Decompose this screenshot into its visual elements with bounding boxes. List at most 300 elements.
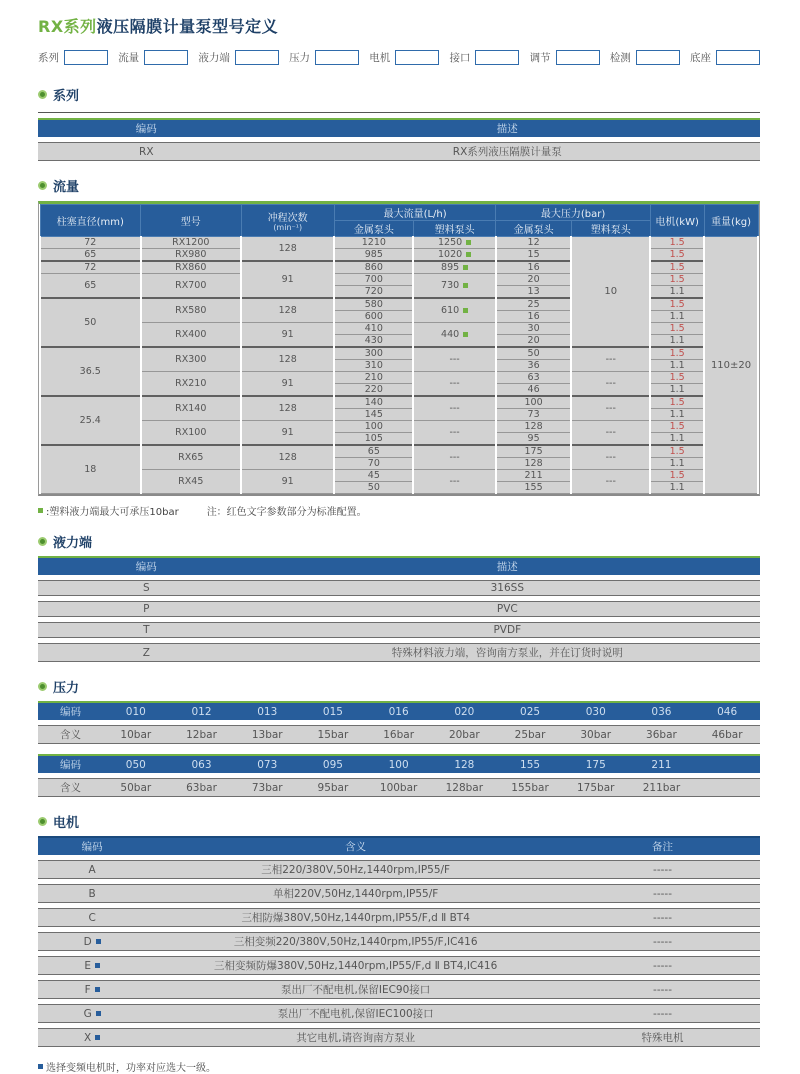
- table-row: [40, 396, 758, 409]
- table-cell: 46: [496, 384, 571, 397]
- table-cell: 单相220V,50Hz,1440rpm,IP55/F: [146, 884, 565, 903]
- table-row: [38, 908, 760, 927]
- table-cell: ---: [413, 347, 496, 372]
- table-cell: 730: [413, 274, 496, 299]
- table-cell: F: [38, 980, 146, 999]
- table-cell: RX860: [141, 261, 242, 274]
- model-field-label: 接口: [449, 52, 471, 64]
- table-cell: 72: [40, 261, 141, 274]
- table-cell: 柱塞直径(mm): [40, 205, 141, 237]
- table-row: [40, 237, 758, 249]
- table-cell: 塑料泵头: [571, 221, 650, 237]
- table-cell: 300: [334, 347, 413, 360]
- table-cell: 最大压力(bar): [496, 205, 650, 221]
- table-cell: 73: [496, 409, 571, 421]
- table-cell: 95bar: [300, 778, 366, 797]
- table-cell: 46bar: [694, 725, 760, 744]
- table-cell: 700: [334, 274, 413, 286]
- table-cell: 91: [241, 372, 334, 397]
- table-cell: 100bar: [366, 778, 432, 797]
- table-cell: 泵出厂不配电机,保留IEC100接口: [146, 1004, 565, 1023]
- green-square-icon: [463, 283, 468, 288]
- table-cell: P: [38, 601, 255, 617]
- table-cell: 50: [334, 482, 413, 494]
- motor-table: [38, 831, 760, 1052]
- table-cell: 50bar: [103, 778, 169, 797]
- model-field-box: [315, 50, 359, 65]
- section-bullet-icon: [38, 817, 47, 826]
- table-cell: 580: [334, 298, 413, 311]
- table-cell: 1.1: [650, 311, 704, 323]
- flow-table: [39, 204, 759, 494]
- table-cell: 211bar: [629, 778, 695, 797]
- table-cell: 410: [334, 323, 413, 335]
- table-cell: 128bar: [431, 778, 497, 797]
- green-square-icon: [466, 252, 471, 257]
- table-cell: 25.4: [40, 396, 141, 445]
- navy-square-icon: [95, 987, 100, 992]
- table-cell: 20bar: [431, 725, 497, 744]
- table-cell: 175bar: [563, 778, 629, 797]
- table-cell: 金属泵头: [334, 221, 413, 237]
- model-field-motor: [369, 50, 439, 65]
- table-cell: 128: [496, 421, 571, 433]
- table-row: [38, 622, 760, 638]
- table-cell: T: [38, 622, 255, 638]
- section-bullet-icon: [38, 682, 47, 691]
- table-row: [38, 860, 760, 879]
- navy-square-icon: [95, 1035, 100, 1040]
- table-cell: 155bar: [497, 778, 563, 797]
- table-cell: B: [38, 884, 146, 903]
- table-cell: 1.1: [650, 384, 704, 397]
- table-cell: 91: [241, 421, 334, 446]
- model-field-label: 检测: [609, 52, 631, 64]
- table-cell: 1.5: [650, 445, 704, 458]
- model-field-pressure: [289, 50, 359, 65]
- section-heading-label: 压力: [53, 681, 80, 696]
- table-cell: 030: [563, 701, 629, 720]
- table-cell: 91: [241, 470, 334, 494]
- table-row: [38, 725, 760, 744]
- table-cell: ---: [413, 445, 496, 470]
- table-cell: 210: [334, 372, 413, 384]
- table-cell: 1.1: [650, 409, 704, 421]
- green-square-icon: [463, 308, 468, 313]
- table-cell: 备注: [565, 836, 760, 855]
- model-field-box: [64, 50, 108, 65]
- model-field-label: 压力: [289, 52, 311, 64]
- model-field-flow: [118, 50, 188, 65]
- table-cell: S: [38, 580, 255, 596]
- navy-square-icon: [96, 939, 101, 944]
- table-cell: 1.1: [650, 482, 704, 494]
- table-cell: 1.5: [650, 421, 704, 433]
- table-cell: ---: [413, 372, 496, 397]
- table-cell: 036: [629, 701, 695, 720]
- table-row: [40, 274, 758, 286]
- table-cell: 100: [496, 396, 571, 409]
- green-square-icon: [463, 332, 468, 337]
- table-cell: 编码: [38, 701, 103, 720]
- section-bullet-icon: [38, 181, 47, 190]
- navy-square-icon: [95, 963, 100, 968]
- table-cell: 63: [496, 372, 571, 384]
- table-cell: 塑料泵头: [413, 221, 496, 237]
- table-row: [38, 884, 760, 903]
- table-cell: ---: [571, 372, 650, 397]
- table-header-row: [38, 701, 760, 720]
- table-cell: 440: [413, 323, 496, 348]
- table-cell: -----: [565, 860, 760, 879]
- model-field-label: 流量: [118, 52, 140, 64]
- table-cell: RX210: [141, 372, 242, 397]
- table-cell: 91: [241, 323, 334, 348]
- table-row: [38, 580, 760, 596]
- table-cell: 175: [563, 754, 629, 773]
- table-cell: 1.5: [650, 261, 704, 274]
- model-field-label: 底座: [690, 52, 711, 64]
- table-cell: RX: [38, 142, 255, 161]
- table-row: [38, 601, 760, 617]
- table-cell: 140: [334, 396, 413, 409]
- table-header-row: [38, 836, 760, 855]
- model-field-adjustment: [530, 50, 600, 65]
- section-heading-series: [38, 85, 760, 104]
- table-cell: 155: [497, 754, 563, 773]
- table-cell: 电机(kW): [650, 205, 704, 237]
- model-field-box: [395, 50, 439, 65]
- model-field-label: 系列: [38, 52, 59, 64]
- table-cell: 016: [366, 701, 432, 720]
- table-cell: 15bar: [300, 725, 366, 744]
- table-cell: 155: [496, 482, 571, 494]
- table-cell: 1.1: [650, 458, 704, 470]
- table-cell: 895: [413, 261, 496, 274]
- table-cell: -----: [565, 1004, 760, 1023]
- table-cell: 20: [496, 274, 571, 286]
- table-cell: ---: [571, 421, 650, 446]
- model-field-box: [235, 50, 279, 65]
- section-bullet-icon: [38, 90, 47, 99]
- table-cell: 特殊材料液力端，咨询南方泵业，并在订货时说明: [255, 643, 760, 662]
- table-cell: 16bar: [366, 725, 432, 744]
- table-cell: 1.5: [650, 298, 704, 311]
- model-field-box: [475, 50, 519, 65]
- table-row: [40, 323, 758, 335]
- table-cell: PVC: [255, 601, 760, 617]
- table-cell: ---: [571, 396, 650, 421]
- table-cell: 95: [496, 433, 571, 446]
- table-cell: 65: [334, 445, 413, 458]
- green-square-icon: [463, 265, 468, 270]
- section-heading-pressure: [38, 677, 760, 696]
- flow-table-wrapper: [38, 201, 760, 496]
- navy-square-icon: [38, 1064, 43, 1069]
- table-cell: 020: [431, 701, 497, 720]
- title-series-highlight: RX系列: [38, 17, 97, 36]
- table-cell: 105: [334, 433, 413, 446]
- section-heading-label: 系列: [53, 89, 80, 104]
- table-cell: 1250: [413, 237, 496, 249]
- table-cell: PVDF: [255, 622, 760, 638]
- table-cell: 012: [169, 701, 235, 720]
- table-row: [38, 778, 760, 797]
- table-cell: -----: [565, 980, 760, 999]
- flow-footnote: [38, 503, 760, 518]
- table-cell: ---: [413, 421, 496, 446]
- section-heading-label: 液力端: [53, 536, 93, 551]
- table-cell: 15: [496, 249, 571, 262]
- table-header-row: [38, 118, 760, 137]
- table-cell: 128: [241, 445, 334, 470]
- table-header-row: [40, 205, 758, 221]
- table-cell: 30: [496, 323, 571, 335]
- table-header-row: [38, 556, 760, 575]
- table-cell: 015: [300, 701, 366, 720]
- table-cell: 1.5: [650, 237, 704, 249]
- table-row: [40, 372, 758, 384]
- model-field-interface: [449, 50, 519, 65]
- table-cell: 310: [334, 360, 413, 372]
- table-cell: 430: [334, 335, 413, 348]
- table-cell: 1.1: [650, 360, 704, 372]
- table-cell: 36: [496, 360, 571, 372]
- table-cell: 36bar: [629, 725, 695, 744]
- table-cell: 10bar: [103, 725, 169, 744]
- table-cell: 1.5: [650, 323, 704, 335]
- table-cell: 30bar: [563, 725, 629, 744]
- table-cell: 最大流量(L/h): [334, 205, 496, 221]
- table-cell: RX400: [141, 323, 242, 348]
- table-cell: RX系列液压隔膜计量泵: [255, 142, 760, 161]
- table-cell: RX980: [141, 249, 242, 262]
- table-cell: X: [38, 1028, 146, 1047]
- table-header-row: [38, 754, 760, 773]
- pressure-table-2: [38, 749, 760, 802]
- flow-footnote-note: 注：红色文字参数部分为标准配置。: [206, 507, 367, 518]
- table-cell: RX100: [141, 421, 242, 446]
- table-cell: 63bar: [169, 778, 235, 797]
- table-row: [40, 470, 758, 482]
- table-cell: 128: [241, 396, 334, 421]
- model-field-label: 调节: [529, 52, 551, 64]
- table-cell: 1.1: [650, 335, 704, 348]
- table-cell: 18: [40, 445, 141, 494]
- table-cell: D: [38, 932, 146, 951]
- table-cell: 1020: [413, 249, 496, 262]
- table-cell: 含义: [146, 836, 565, 855]
- table-cell: 型号: [141, 205, 242, 237]
- table-cell: 100: [334, 421, 413, 433]
- table-cell: 73bar: [234, 778, 300, 797]
- table-cell: 100: [366, 754, 432, 773]
- model-field-base: [690, 50, 760, 65]
- table-cell: 编码: [38, 556, 255, 575]
- table-cell: 25: [496, 298, 571, 311]
- table-cell: 泵出厂不配电机,保留IEC90接口: [146, 980, 565, 999]
- table-cell: 1.1: [650, 286, 704, 299]
- table-cell: E: [38, 956, 146, 975]
- green-square-icon: [466, 240, 471, 245]
- table-row: [38, 932, 760, 951]
- model-code-row: [38, 50, 760, 65]
- table-row: [38, 643, 760, 662]
- table-row: [40, 421, 758, 433]
- table-cell: 128: [496, 458, 571, 470]
- table-cell: 三相220/380V,50Hz,1440rpm,IP55/F: [146, 860, 565, 879]
- table-cell: 编码: [38, 754, 103, 773]
- green-square-icon: [38, 508, 43, 513]
- table-cell: 编码: [38, 836, 146, 855]
- table-cell: 16: [496, 261, 571, 274]
- section-heading-label: 电机: [53, 816, 80, 831]
- table-cell: ---: [413, 396, 496, 421]
- model-field-label: 电机: [369, 52, 391, 64]
- table-row: [40, 445, 758, 458]
- table-cell: ---: [571, 445, 650, 470]
- table-cell: G: [38, 1004, 146, 1023]
- table-cell: 金属泵头: [496, 221, 571, 237]
- table-cell: 70: [334, 458, 413, 470]
- table-cell: 50: [40, 298, 141, 347]
- table-cell: ---: [413, 470, 496, 494]
- table-cell: 13: [496, 286, 571, 299]
- table-cell: 985: [334, 249, 413, 262]
- table-cell: [694, 754, 760, 773]
- table-cell: 1.5: [650, 470, 704, 482]
- table-cell: 175: [496, 445, 571, 458]
- table-cell: 描述: [255, 556, 760, 575]
- table-row: [40, 347, 758, 360]
- table-cell: 91: [241, 261, 334, 298]
- series-table: [38, 113, 760, 166]
- table-cell: 128: [241, 298, 334, 323]
- table-cell: 1.5: [650, 249, 704, 262]
- table-cell: A: [38, 860, 146, 879]
- motor-footnote: [38, 1059, 760, 1074]
- table-cell: ---: [571, 470, 650, 494]
- hydraulic-end-table: [38, 551, 760, 667]
- table-row: [38, 142, 760, 161]
- navy-square-icon: [96, 1011, 101, 1016]
- table-cell: -----: [565, 956, 760, 975]
- table-cell: RX580: [141, 298, 242, 323]
- table-cell: 65: [40, 249, 141, 262]
- table-cell: 1.5: [650, 396, 704, 409]
- flow-footnote-text: :塑料液力端最大可承压10bar: [46, 507, 179, 518]
- table-cell: 860: [334, 261, 413, 274]
- table-cell: 1.5: [650, 274, 704, 286]
- table-cell: 12bar: [169, 725, 235, 744]
- table-cell: 10: [571, 237, 650, 348]
- table-cell: 073: [234, 754, 300, 773]
- table-cell: 三相变频220/380V,50Hz,1440rpm,IP55/F,IC416: [146, 932, 565, 951]
- model-field-box: [556, 50, 600, 65]
- table-cell: C: [38, 908, 146, 927]
- table-cell: 046: [694, 701, 760, 720]
- table-cell: 冲程次数 (min⁻¹): [241, 205, 334, 237]
- model-field-series: [38, 50, 108, 65]
- table-cell: 128: [431, 754, 497, 773]
- table-cell: 含义: [38, 778, 103, 797]
- section-bullet-icon: [38, 537, 47, 546]
- table-cell: 三相防爆380V,50Hz,1440rpm,IP55/F,d Ⅱ BT4: [146, 908, 565, 927]
- model-field-hydraulic-end: [198, 50, 279, 65]
- table-cell: 600: [334, 311, 413, 323]
- table-row: [40, 249, 758, 262]
- table-cell: 013: [234, 701, 300, 720]
- table-cell: [694, 778, 760, 797]
- table-row: [38, 1028, 760, 1047]
- table-cell: 特殊电机: [565, 1028, 760, 1047]
- table-cell: 211: [629, 754, 695, 773]
- table-cell: 65: [40, 274, 141, 299]
- table-cell: 211: [496, 470, 571, 482]
- model-field-box: [636, 50, 680, 65]
- model-field-label: 液力端: [198, 52, 230, 64]
- table-cell: 220: [334, 384, 413, 397]
- table-cell: 36.5: [40, 347, 141, 396]
- table-cell: 编码: [38, 118, 255, 137]
- table-cell: 重量(kg): [704, 205, 758, 237]
- table-cell: -----: [565, 908, 760, 927]
- table-cell: 063: [169, 754, 235, 773]
- table-cell: ---: [571, 347, 650, 372]
- table-cell: 1.5: [650, 372, 704, 384]
- model-field-box: [716, 50, 760, 65]
- table-cell: 16: [496, 311, 571, 323]
- table-cell: RX65: [141, 445, 242, 470]
- table-row: [40, 298, 758, 311]
- table-cell: -----: [565, 932, 760, 951]
- table-cell: -----: [565, 884, 760, 903]
- table-row: [40, 261, 758, 274]
- table-cell: Z: [38, 643, 255, 662]
- table-cell: 13bar: [234, 725, 300, 744]
- title-rest: 液压隔膜计量泵型号定义: [96, 17, 279, 36]
- table-cell: 72: [40, 237, 141, 249]
- table-cell: 128: [241, 347, 334, 372]
- table-cell: 20: [496, 335, 571, 348]
- table-cell: 050: [103, 754, 169, 773]
- table-row: [38, 956, 760, 975]
- motor-footnote-text: 选择变频电机时，功率对应选大一级。: [46, 1063, 216, 1074]
- section-heading-label: 流量: [53, 180, 80, 195]
- table-cell: RX300: [141, 347, 242, 372]
- table-cell: 含义: [38, 725, 103, 744]
- table-cell: 316SS: [255, 580, 760, 596]
- table-cell: 12: [496, 237, 571, 249]
- table-cell: RX700: [141, 274, 242, 299]
- section-heading-flow: [38, 176, 760, 195]
- table-cell: 010: [103, 701, 169, 720]
- table-cell: 720: [334, 286, 413, 299]
- model-field-box: [144, 50, 188, 65]
- table-cell: 描述: [255, 118, 760, 137]
- table-cell: 025: [497, 701, 563, 720]
- table-cell: 三相变频防爆380V,50Hz,1440rpm,IP55/F,d Ⅱ BT4,IC416: [146, 956, 565, 975]
- table-cell: 1.1: [650, 433, 704, 446]
- table-cell: 45: [334, 470, 413, 482]
- pressure-table-1: [38, 696, 760, 749]
- table-cell: 其它电机,请咨询南方泵业: [146, 1028, 565, 1047]
- table-cell: RX1200: [141, 237, 242, 249]
- table-cell: 610: [413, 298, 496, 323]
- table-cell: RX140: [141, 396, 242, 421]
- table-cell: 1.5: [650, 347, 704, 360]
- page-title: [38, 14, 760, 37]
